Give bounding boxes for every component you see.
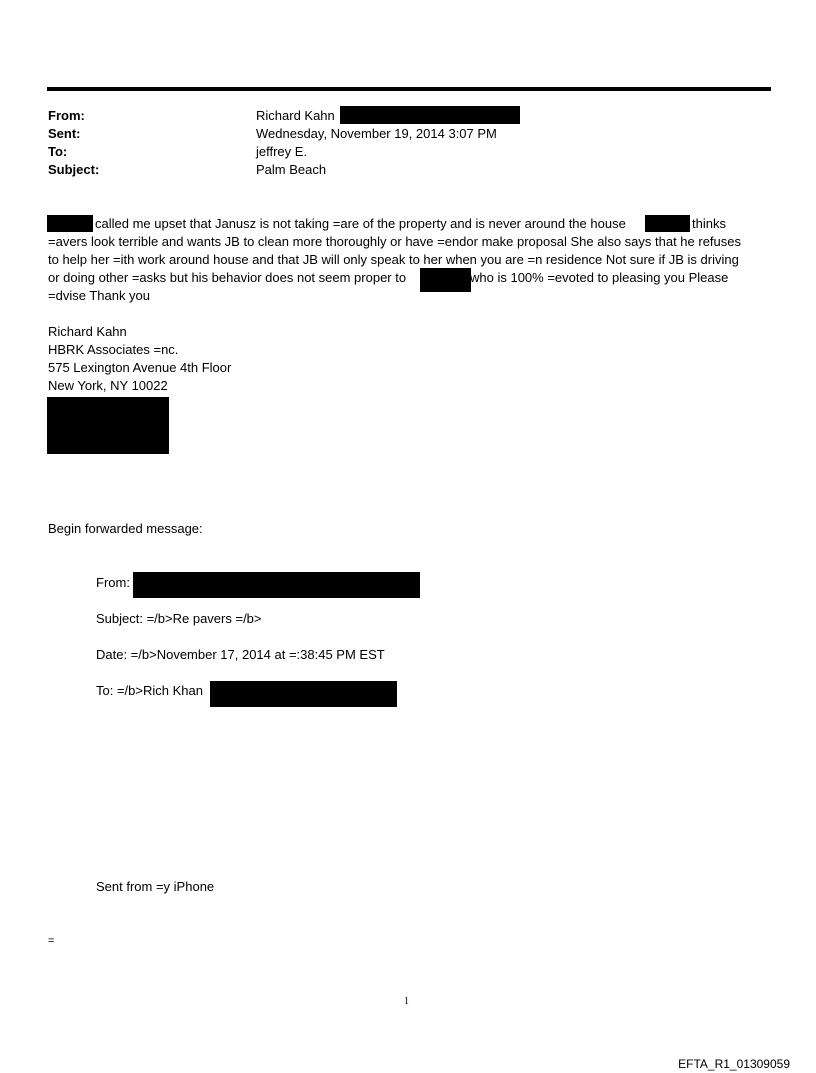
message-line-4a: or doing other =asks but his behavior does not seem proper to [48, 270, 407, 285]
redaction-forward-from [133, 572, 420, 598]
redaction-name-2 [645, 215, 690, 232]
forward-intro: Begin forwarded message: [48, 521, 203, 536]
header-rule [47, 87, 771, 91]
to-value: jeffrey E. [256, 144, 308, 159]
from-name: Richard Kahn [256, 108, 335, 123]
signature-name: Richard Kahn [48, 324, 127, 339]
signature-company: HBRK Associates =nc. [48, 342, 179, 357]
redaction-signature-contact [47, 397, 169, 454]
message-line-4b: who is 100% =evoted to pleasing you Please [470, 270, 729, 285]
redaction-name-3 [420, 268, 471, 292]
bates-number: EFTA_R1_01309059 [678, 1057, 790, 1071]
message-line-3: to help her =ith work around house and that JB will only speak to her when you are =n residence Not sure if JB is driving [48, 252, 739, 267]
sent-value: Wednesday, November 19, 2014 3:07 PM [256, 126, 497, 141]
message-line-5: =dvise Thank you [48, 288, 151, 303]
subject-value: Palm Beach [256, 162, 327, 177]
to-label: To: [48, 144, 68, 159]
signature-city: New York, NY 10022 [48, 378, 168, 393]
trailing-equals: = [48, 935, 55, 947]
message-line-1a: called me upset that Janusz is not taking =are of the property and is never around the house [95, 216, 626, 231]
redaction-from-email [340, 106, 520, 124]
message-line-1b: thinks [692, 216, 726, 231]
redaction-name-1 [47, 215, 93, 232]
message-line-2: =avers look terrible and wants JB to clean more thoroughly or have =endor make proposal She also says that he refuses [48, 234, 741, 249]
from-value [256, 107, 335, 125]
sent-label: Sent: [48, 126, 81, 141]
forward-date: Date: =/b>November 17, 2014 at =:38:45 PM EST [96, 647, 385, 662]
subject-label: Subject: [48, 162, 100, 177]
forward-subject: Subject: =/b>Re pavers =/b> [96, 611, 262, 626]
forward-to: To: =/b>Rich Khan [96, 683, 203, 698]
page-number: 1 [404, 996, 409, 1007]
forward-sent-from: Sent from =y iPhone [96, 879, 215, 894]
forward-from: From: [96, 575, 130, 590]
from-label: From: [48, 108, 85, 123]
signature-address: 575 Lexington Avenue 4th Floor [48, 360, 232, 375]
redaction-forward-to [210, 681, 397, 707]
